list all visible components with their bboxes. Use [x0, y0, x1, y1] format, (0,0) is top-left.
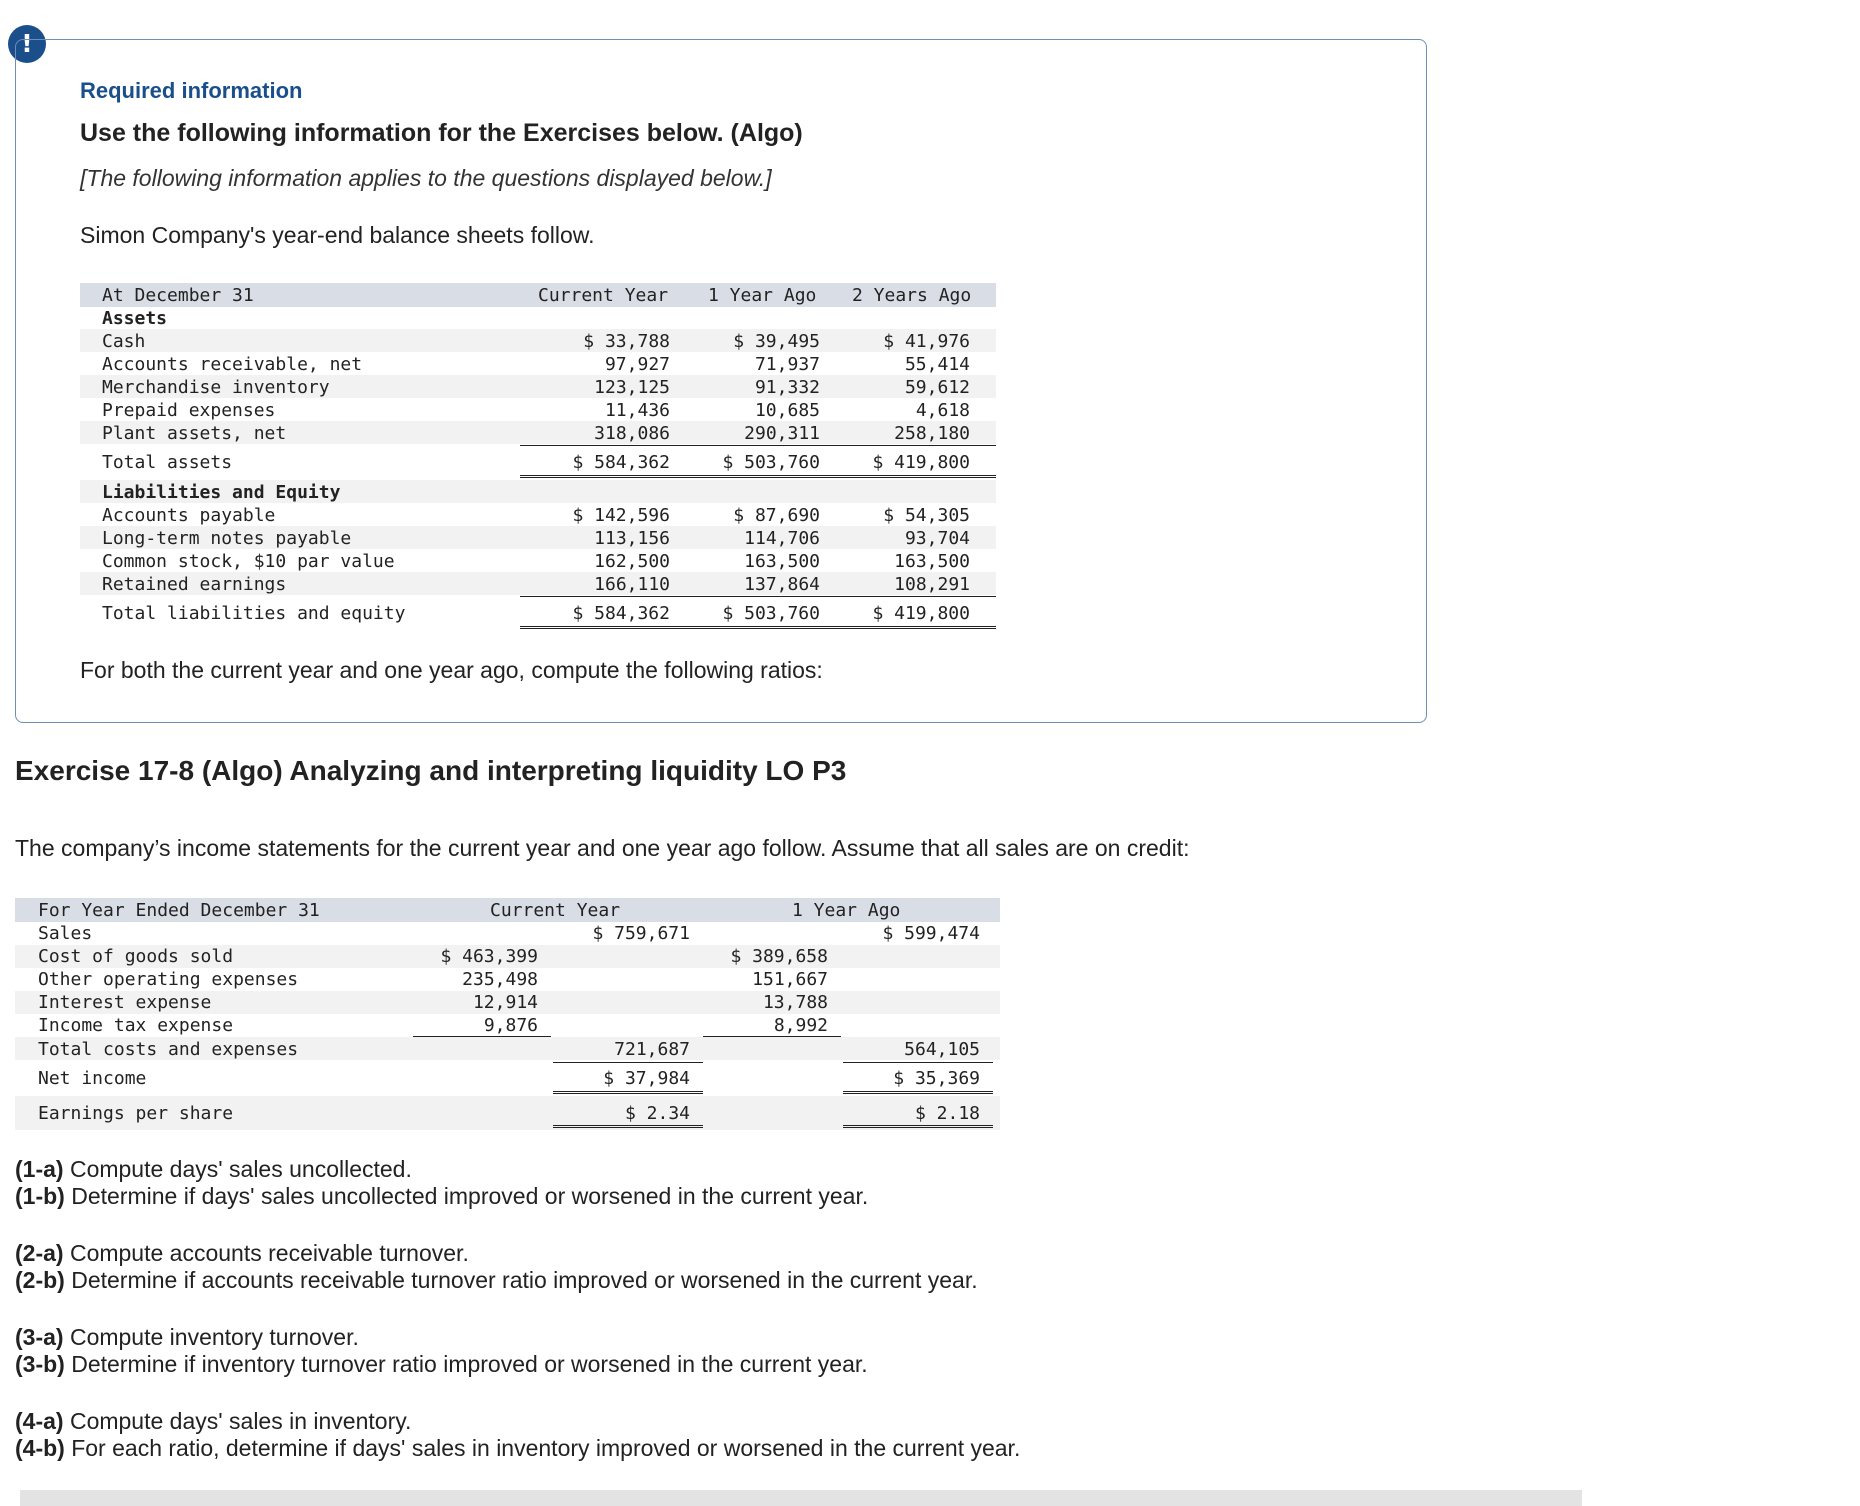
total-cell: $ 419,800	[872, 452, 970, 473]
value-cell: 108,291	[894, 574, 970, 595]
value-cell: 162,500	[594, 551, 670, 572]
value-cell: $ 41,976	[883, 331, 970, 352]
column-header: For Year Ended December 31	[38, 900, 320, 921]
value-cell: 9,876	[483, 1015, 538, 1036]
value-cell: $ 37,984	[603, 1068, 690, 1089]
subtotal-rule	[843, 1062, 993, 1063]
total-double-rule	[520, 475, 996, 478]
total-cell: $ 419,800	[872, 603, 970, 624]
row-label: Accounts receivable, net	[102, 354, 363, 375]
subtotal-rule	[553, 1062, 703, 1063]
question-4b: (4-b) For each ratio, determine if days' sales in inventory improved or worsened in the current year.	[15, 1435, 1021, 1461]
compute-instruction: For both the current year and one year ago, compute the following ratios:	[80, 657, 823, 683]
value-cell: 8,992	[773, 1015, 828, 1036]
value-cell: 59,612	[904, 377, 970, 398]
value-cell: 151,667	[752, 969, 828, 990]
value-cell: 71,937	[754, 354, 820, 375]
value-cell: 137,864	[744, 574, 820, 595]
total-double-rule	[843, 1125, 993, 1128]
row-label: Cost of goods sold	[38, 946, 234, 967]
row-label: Accounts payable	[102, 505, 276, 526]
row-label: Other operating expenses	[38, 969, 299, 990]
value-cell: 166,110	[594, 574, 670, 595]
total-cell: $ 503,760	[722, 603, 820, 624]
row-label: Sales	[38, 923, 93, 944]
total-double-rule	[843, 1091, 993, 1094]
value-cell: $ 759,671	[592, 923, 690, 944]
exercise-intro: The company’s income statements for the current year and one year ago follow. Assume that all sales are on credit:	[15, 835, 1190, 861]
value-cell: $ 463,399	[440, 946, 538, 967]
value-cell: 163,500	[894, 551, 970, 572]
total-double-rule	[553, 1091, 703, 1094]
value-cell: 564,105	[904, 1039, 980, 1060]
use-info-heading: Use the following information for the Exercises below. (Algo)	[80, 119, 803, 147]
answer-area-bar	[20, 1490, 1582, 1506]
row-label: Plant assets, net	[102, 423, 287, 444]
value-cell: $ 389,658	[730, 946, 828, 967]
value-cell: 235,498	[462, 969, 538, 990]
total-double-rule	[520, 626, 996, 629]
applies-note: [The following information applies to the questions displayed below.]	[80, 165, 772, 191]
total-cell: $ 584,362	[572, 452, 670, 473]
total-double-rule	[553, 1125, 703, 1128]
row-label: Retained earnings	[102, 574, 287, 595]
row-label: Earnings per share	[38, 1103, 234, 1124]
subtotal-rule	[703, 1036, 841, 1037]
total-cell: $ 584,362	[572, 603, 670, 624]
row-label: Common stock, $10 par value	[102, 551, 395, 572]
value-cell: $ 35,369	[893, 1068, 980, 1089]
alert-icon: !	[8, 25, 46, 63]
subtotal-rule	[520, 596, 996, 597]
column-header: Current Year	[490, 900, 621, 921]
row-label: Total costs and expenses	[38, 1039, 299, 1060]
value-cell: 55,414	[904, 354, 970, 375]
section-label-assets: Assets	[102, 308, 168, 329]
value-cell: $ 599,474	[882, 923, 980, 944]
question-2b: (2-b) Determine if accounts receivable turnover ratio improved or worsened in the current year.	[15, 1267, 978, 1293]
row-label: Merchandise inventory	[102, 377, 330, 398]
value-cell: 113,156	[594, 528, 670, 549]
value-cell: 12,914	[472, 992, 538, 1013]
column-header: 1 Year Ago	[708, 285, 817, 306]
row-label: Long-term notes payable	[102, 528, 352, 549]
row-label: Cash	[102, 331, 146, 352]
total-cell: $ 503,760	[722, 452, 820, 473]
value-cell: 93,704	[904, 528, 970, 549]
question-1a: (1-a) Compute days' sales uncollected.	[15, 1156, 412, 1182]
column-header: 1 Year Ago	[792, 900, 901, 921]
value-cell: 13,788	[762, 992, 828, 1013]
value-cell: 318,086	[594, 423, 670, 444]
value-cell: 4,618	[915, 400, 970, 421]
question-2a: (2-a) Compute accounts receivable turnover.	[15, 1240, 469, 1266]
exercise-title: Exercise 17-8 (Algo) Analyzing and interpreting liquidity LO P3	[15, 755, 847, 786]
value-cell: $ 142,596	[572, 505, 670, 526]
value-cell: 91,332	[754, 377, 820, 398]
value-cell: 258,180	[894, 423, 970, 444]
value-cell: $ 2.18	[914, 1103, 980, 1124]
column-header: At December 31	[102, 285, 254, 306]
balance-sheet-intro: Simon Company's year-end balance sheets follow.	[80, 222, 595, 248]
question-1b: (1-b) Determine if days' sales uncollected improved or worsened in the current year.	[15, 1183, 869, 1209]
value-cell: 163,500	[744, 551, 820, 572]
row-label: Net income	[38, 1068, 147, 1089]
value-cell: 721,687	[614, 1039, 690, 1060]
value-cell: 114,706	[744, 528, 820, 549]
required-info-title: Required information	[80, 78, 303, 103]
value-cell: $ 2.34	[624, 1103, 690, 1124]
question-3b: (3-b) Determine if inventory turnover ratio improved or worsened in the current year.	[15, 1351, 868, 1377]
value-cell: $ 39,495	[733, 331, 820, 352]
value-cell: 290,311	[744, 423, 820, 444]
column-header: 2 Years Ago	[852, 285, 972, 306]
row-label: Total assets	[102, 452, 233, 473]
column-header: Current Year	[538, 285, 669, 306]
row-label: Total liabilities and equity	[102, 603, 406, 624]
value-cell: 11,436	[604, 400, 670, 421]
section-label-liabilities: Liabilities and Equity	[102, 482, 341, 503]
question-4a: (4-a) Compute days' sales in inventory.	[15, 1408, 412, 1434]
value-cell: $ 54,305	[883, 505, 970, 526]
row-label: Prepaid expenses	[102, 400, 276, 421]
value-cell: 123,125	[594, 377, 670, 398]
subtotal-rule	[520, 445, 996, 446]
row-label: Interest expense	[38, 992, 212, 1013]
value-cell: 10,685	[754, 400, 820, 421]
value-cell: 97,927	[604, 354, 670, 375]
value-cell: $ 33,788	[583, 331, 670, 352]
subtotal-rule	[413, 1036, 551, 1037]
value-cell: $ 87,690	[733, 505, 820, 526]
row-label: Income tax expense	[38, 1015, 234, 1036]
question-3a: (3-a) Compute inventory turnover.	[15, 1324, 359, 1350]
